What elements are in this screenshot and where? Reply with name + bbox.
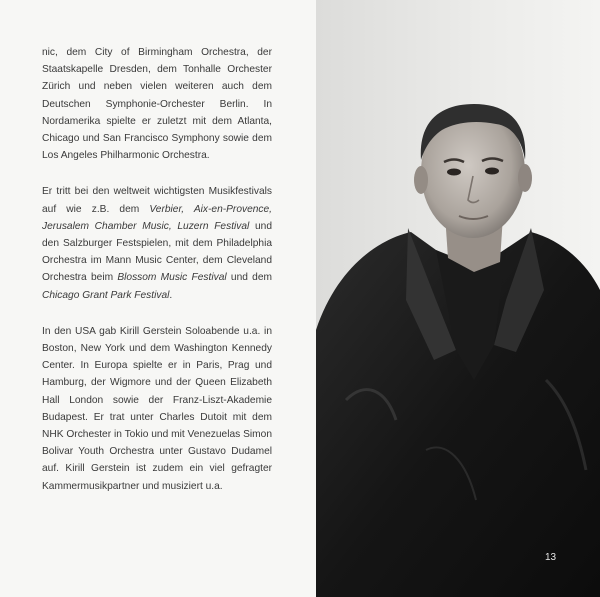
italic-text: Chicago Grant Park Festival [42, 289, 170, 301]
italic-text: Verbier, Aix-en-Provence, Jerusalem Chamber Music, Luzern Festival [42, 203, 273, 232]
paragraph-1 [42, 44, 272, 164]
text-segment: und dem [226, 272, 272, 284]
paragraph-2 [42, 183, 272, 303]
ear-left [414, 166, 428, 194]
portrait-illustration [316, 0, 600, 597]
portrait-photo [316, 0, 600, 597]
biography-text [42, 44, 272, 514]
text-segment: . [169, 289, 173, 301]
text-segment: Er tritt bei den weltweit wichtigsten Musikfestivals auf wie z.B. dem [42, 186, 272, 215]
eye-right [485, 168, 499, 175]
text-segment: In den USA gab Kirill Gerstein Soloabende u.a. in Boston, New York und dem Washington Kennedy Center. In Europa spielte er in Paris, Prag und Hamburg, der Wigmore und der Queen Elizabeth Hall London sowie der Franz-Liszt-Akademie Budapest. Er trat unter Charles Dutoit mit dem NHK Orchester in Tokio und mit Venezuelas Simon Bolivar Youth Orchestra unter Gustavo Dudamel auf. Kirill Gerstein ist zudem ein viel gefragter Kammermusikpartner und musiziert u.a. [42, 325, 272, 492]
paragraph-3 [42, 323, 272, 495]
italic-text: Blossom Music Festival [117, 272, 227, 284]
ear-right [518, 164, 532, 192]
text-segment: und den Salzburger Festspielen, mit dem Philadelphia Orchestra im Mann Music Center, dem Cleveland Orchestra beim [42, 220, 272, 284]
eye-left [447, 169, 461, 176]
text-segment: nic, dem City of Birmingham Orchestra, der Staatskapelle Dresden, dem Tonhalle Orchester Zürich und neben vielen weiteren auch dem Deutschen Symphonie-Orchester Berlin. In Nordamerika spielte er zuletzt mit dem Atlanta, Chicago und San Francisco Symphony sowie dem Los Angeles Philharmonic Orchestra. [42, 47, 272, 162]
page-number: 13 [545, 552, 557, 563]
